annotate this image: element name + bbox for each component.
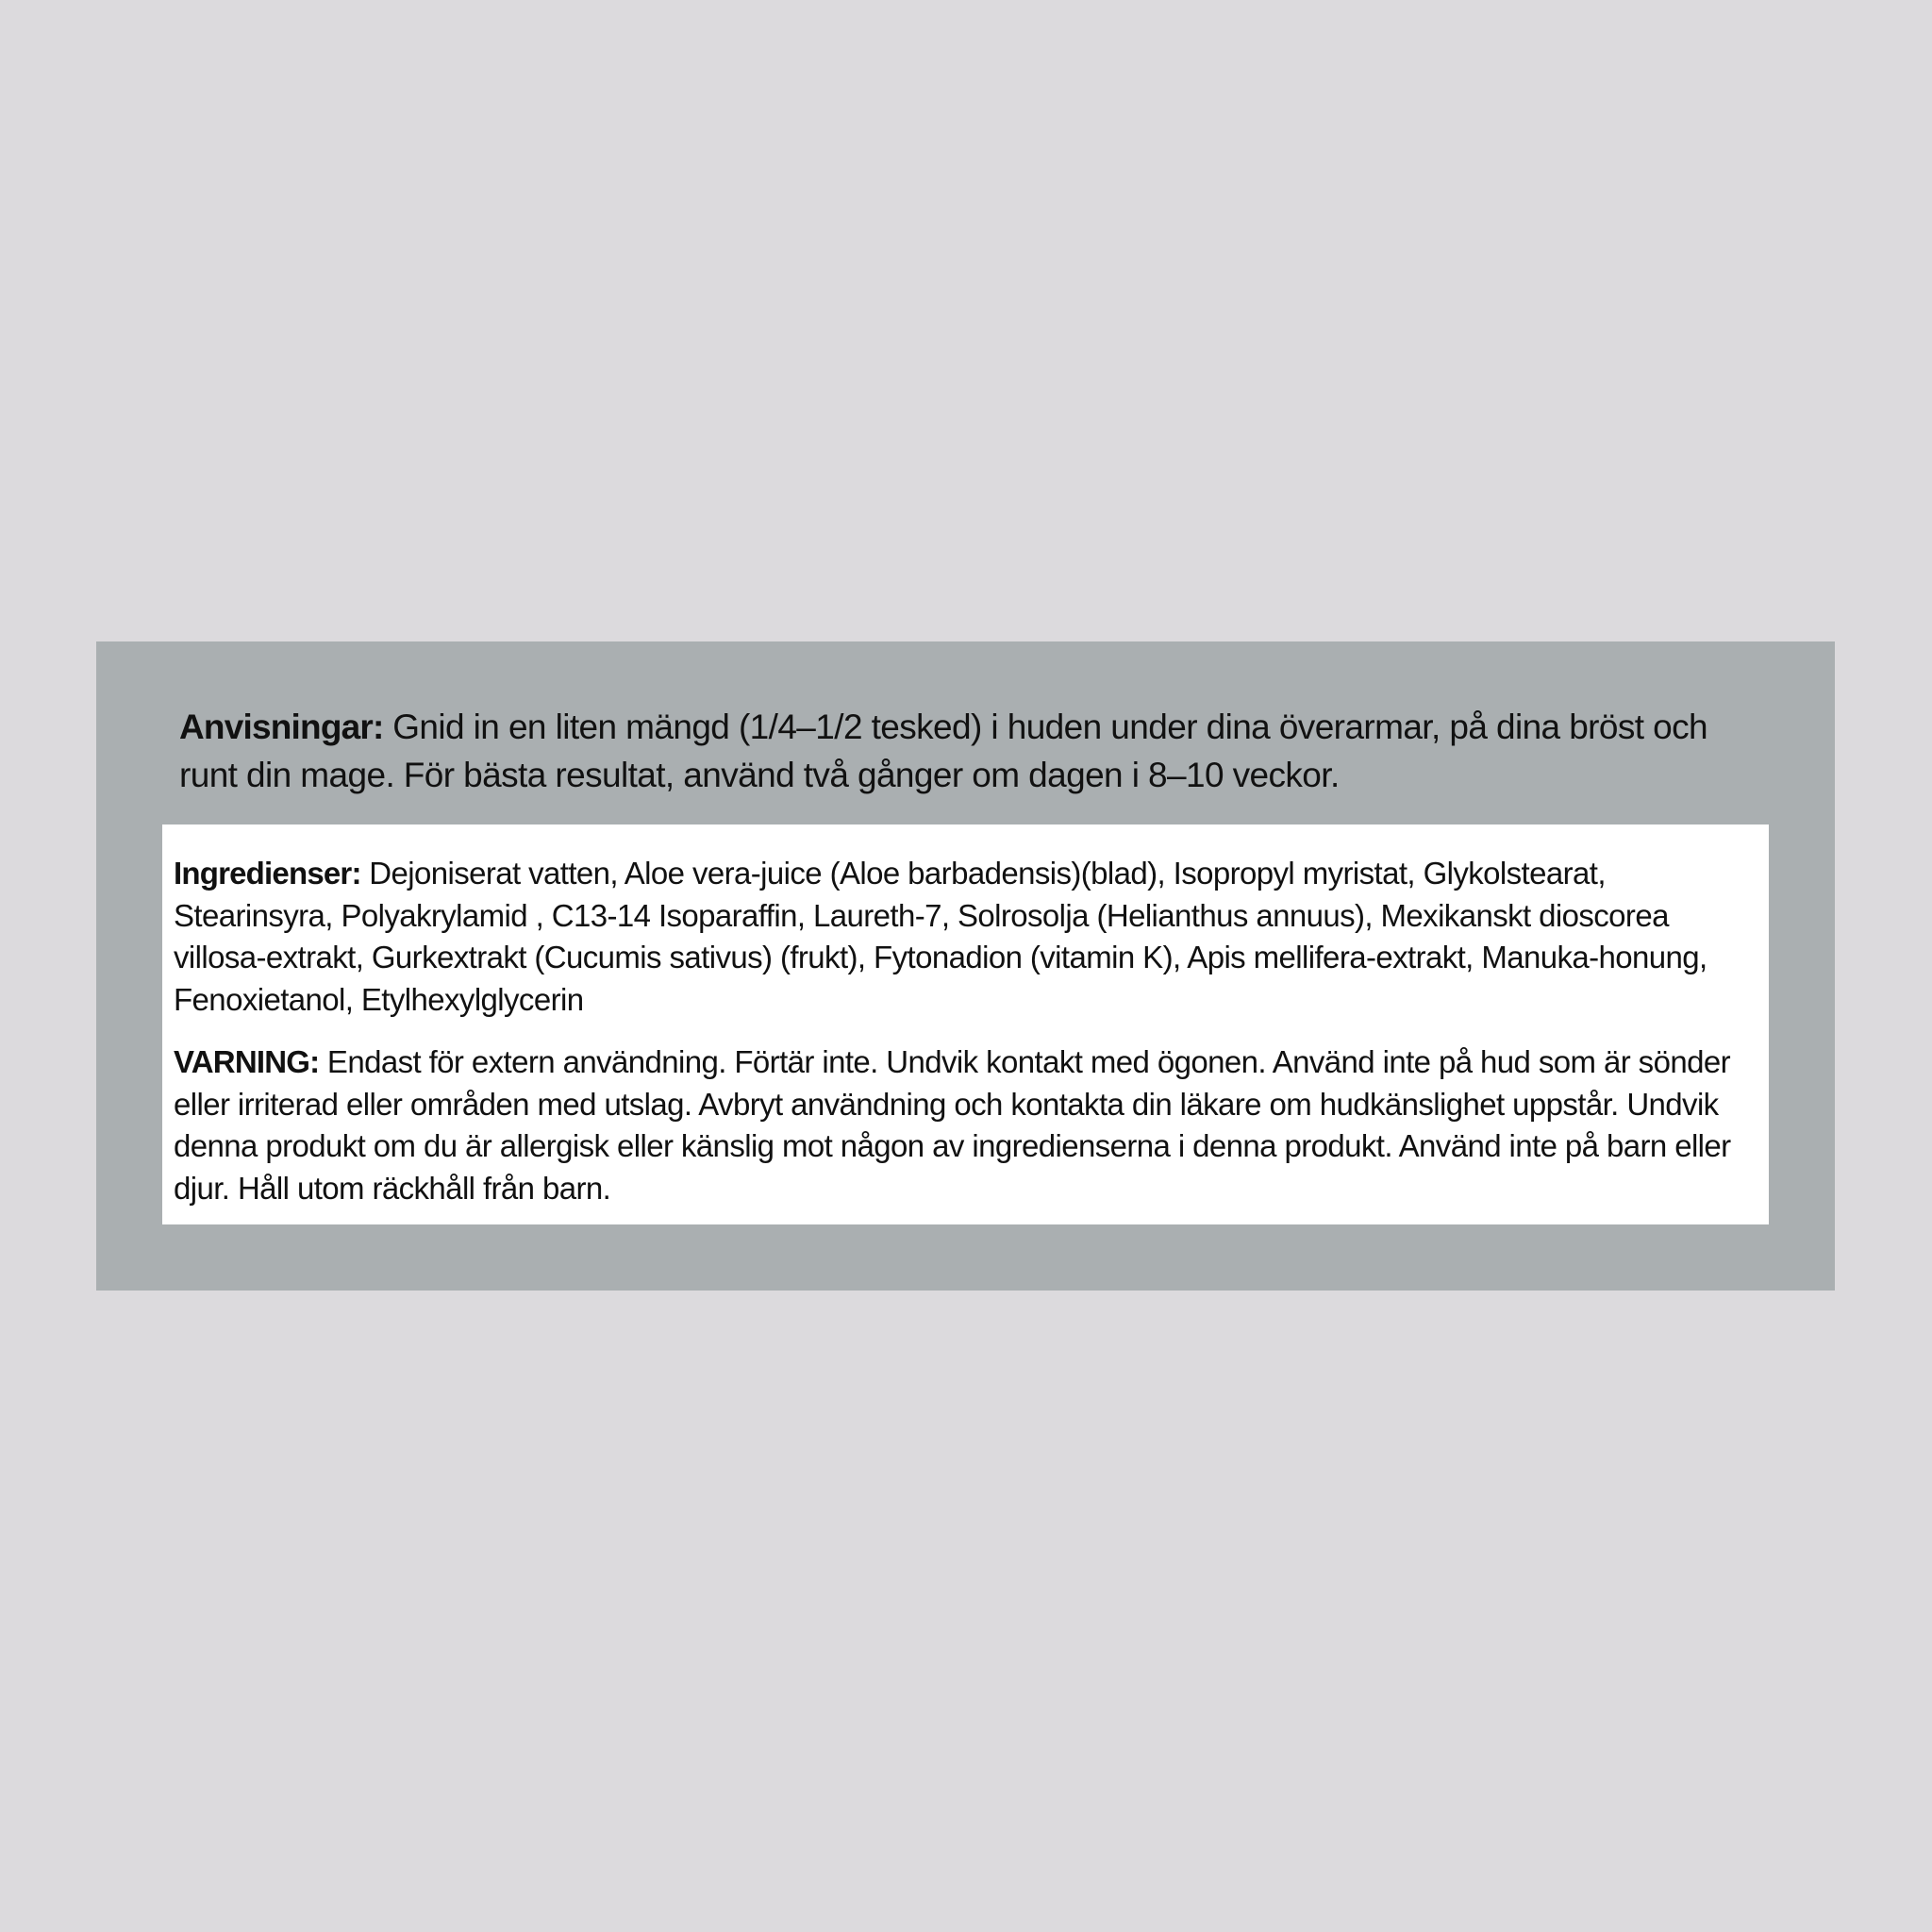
warning-paragraph [174,1041,1758,1209]
ingredients-heading: Ingredienser: [174,856,361,891]
warning-text: Endast för extern användning. Förtär inte. Undvik kontakt med ögonen. Använd inte på hud som är sönder eller irriterad eller områden med utslag. Avbryt användning och kontakta din läkare om hudkänslighet uppstår. Undvik denna produkt om du är allergisk eller känslig mot någon av ingredienserna i denna produkt. Använd inte på barn eller djur. Håll utom räckhåll från barn. [174,1044,1731,1206]
directions-paragraph [179,703,1764,799]
directions-text: Gnid in en liten mängd (1/4–1/2 tesked) i huden under dina överarmar, på dina bröst och runt din mage. För bästa resultat, använd två gånger om dagen i 8–10 veckor. [179,708,1707,794]
ingredients-paragraph [174,853,1758,1021]
ingredients-warning-box [162,824,1769,1224]
ingredients-text: Dejoniserat vatten, Aloe vera-juice (Aloe barbadensis)(blad), Isopropyl myristat, Glykolstearat, Stearinsyra, Polyakrylamid , C13-14 Isoparaffin, Laureth-7, Solrosolja (Helianthus annuus), Mexikanskt dioscorea villosa-extrakt, Gurkextrakt (Cucumis sativus) (frukt), Fytonadion (vitamin K), Apis mellifera-extrakt, Manuka-honung, Fenoxietanol, Etylhexylglycerin [174,856,1707,1017]
warning-heading: VARNING: [174,1044,320,1079]
label-panel [96,641,1835,1291]
directions-heading: Anvisningar: [179,708,384,746]
